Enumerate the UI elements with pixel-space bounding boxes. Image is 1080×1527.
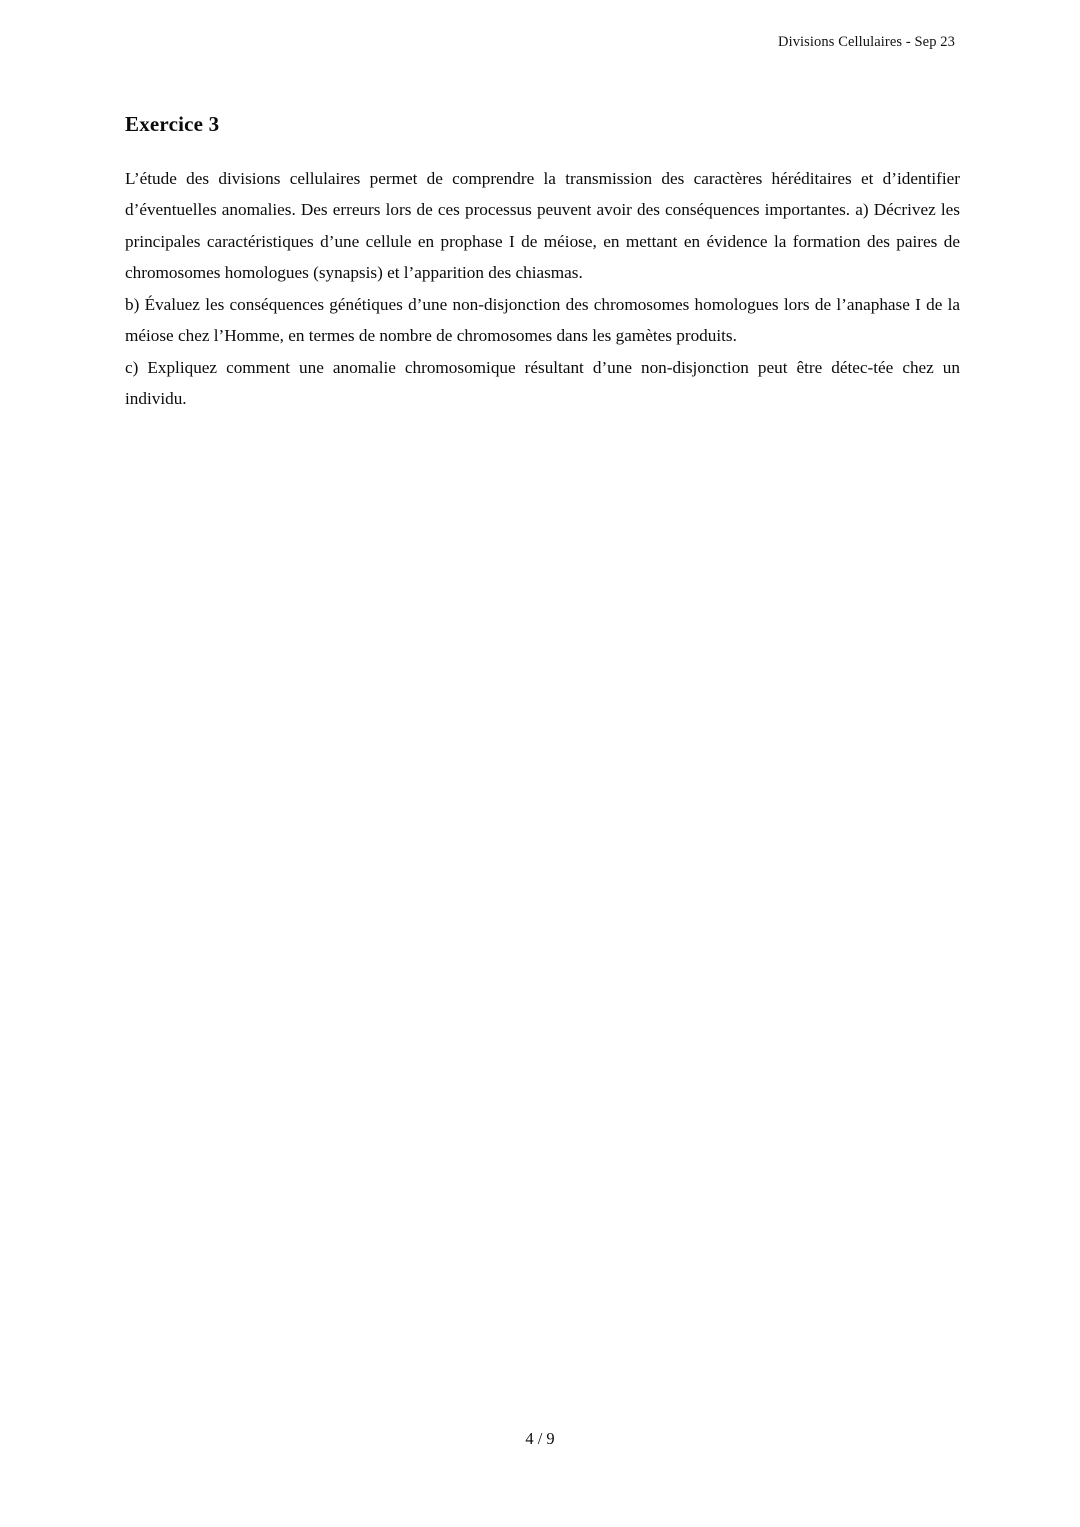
exercise-paragraph-b: b) Évaluez les conséquences génétiques d’une non-disjonction des chromosomes homologues lors de l’anaphase I de la méiose chez l’Homme, en termes de nombre de chromosomes dans les gamètes produits.: [125, 294, 960, 346]
running-header: Divisions Cellulaires - Sep 23: [778, 34, 955, 50]
page-content: [125, 112, 960, 415]
page-footer: 4 / 9: [525, 1429, 555, 1448]
exercise-paragraph-c: c) Expliquez comment une anomalie chromosomique résultant d’une non-disjonction peut être détec-tée chez un individu.: [125, 357, 960, 409]
page-title: Exercice 3: [125, 112, 220, 136]
exercise-paragraph-a: L’étude des divisions cellulaires permet de comprendre la transmission des caractères héréditaires et d’identifier d’éventuelles anomalies. Des erreurs lors de ces processus peuvent avoir des conséquences importantes. a) Décrivez les principales caractéristiques d’une cellule en prophase I de méiose, en mettant en évidence la formation des paires de chromosomes homologues (synapsis) et l’apparition des chiasmas.: [125, 169, 960, 283]
